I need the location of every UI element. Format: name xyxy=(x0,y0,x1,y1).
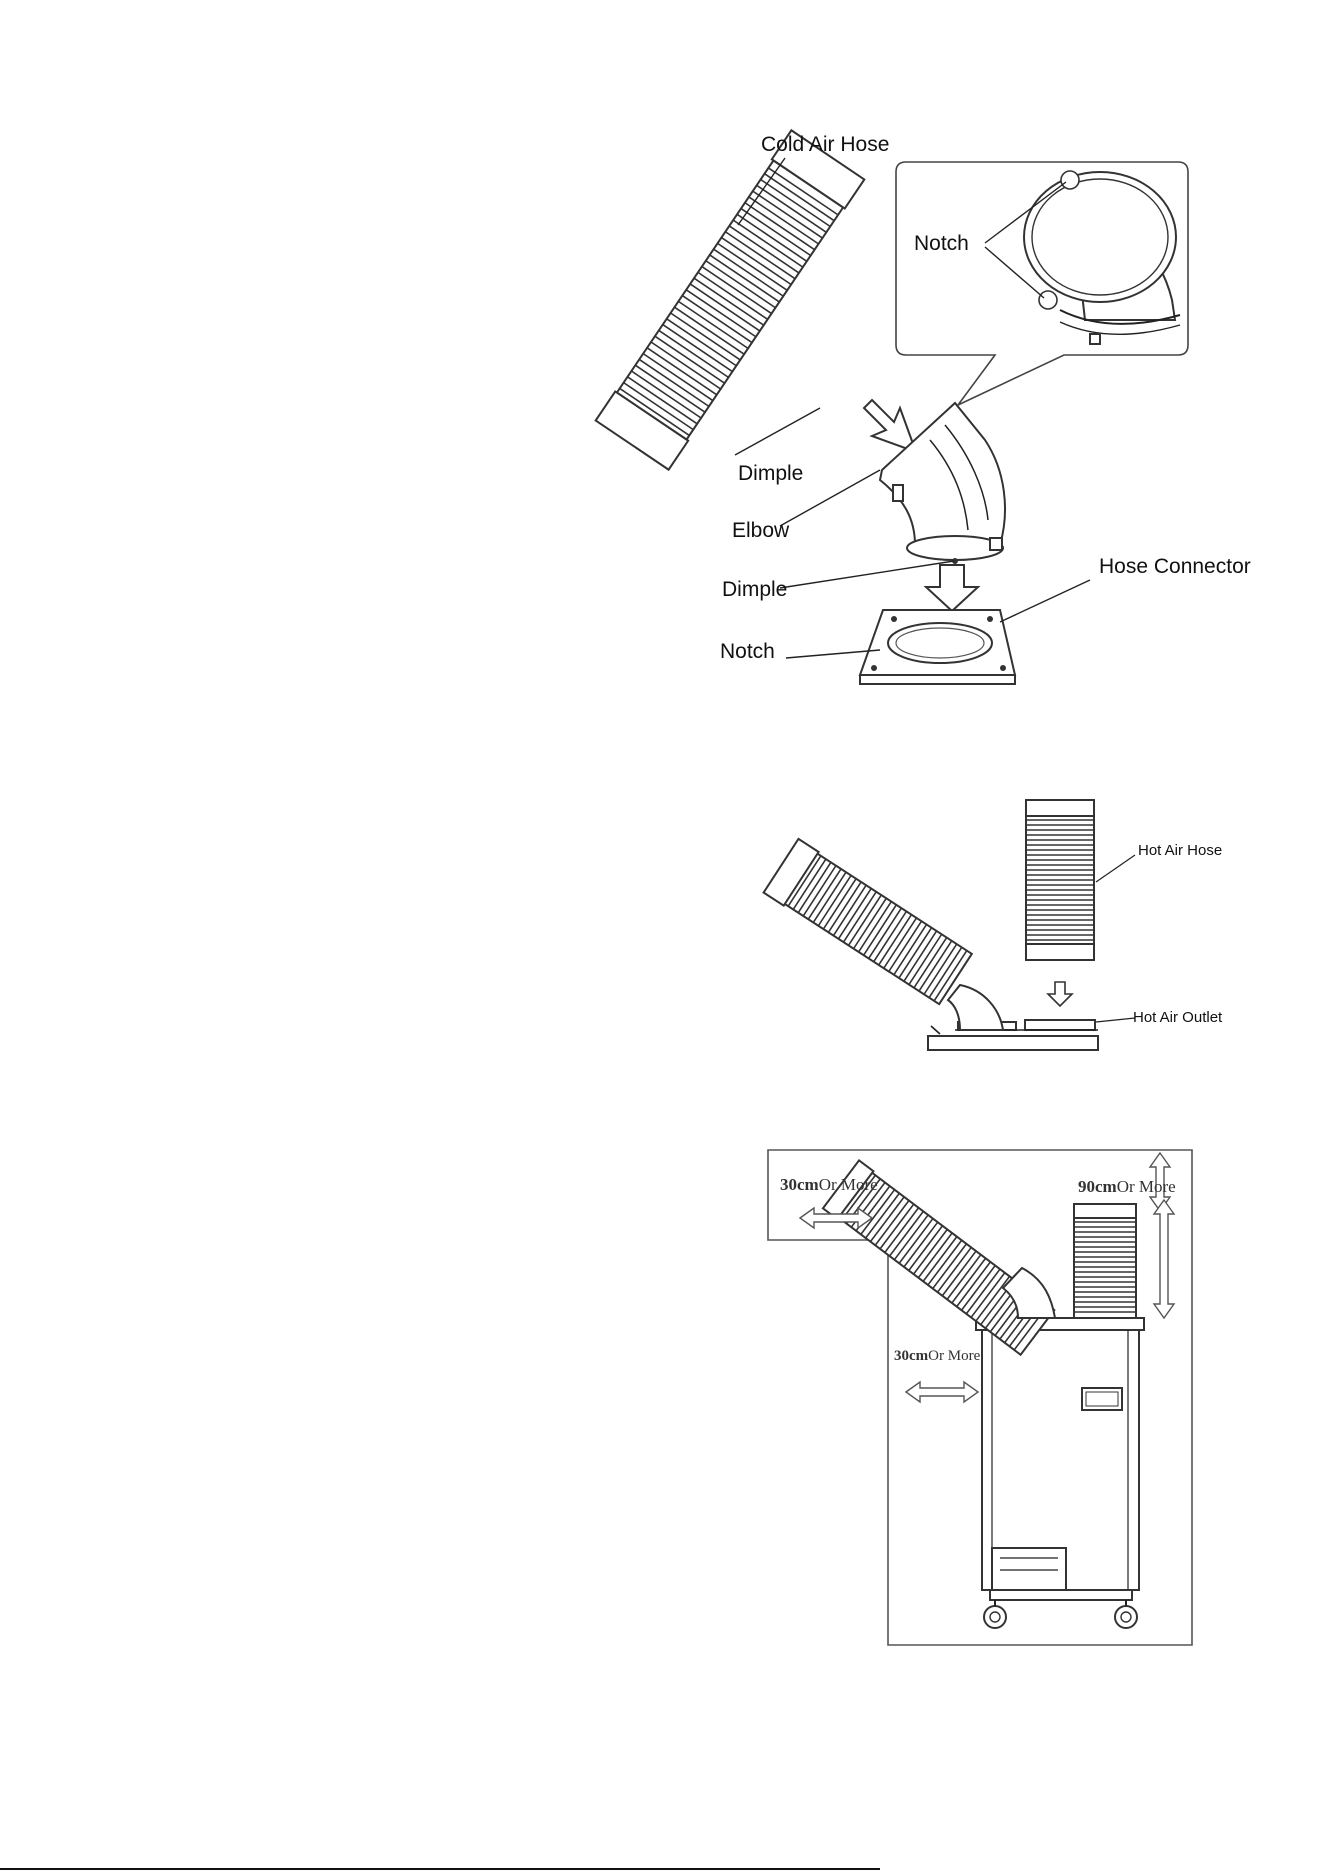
hot-hose-down-arrow-icon xyxy=(1048,982,1072,1006)
label-hot-air-outlet: Hot Air Outlet xyxy=(1133,1009,1223,1026)
label-clearance-side xyxy=(894,1348,981,1364)
spot-cooler-unit-illustration xyxy=(976,1318,1144,1628)
label-hose-connector: Hose Connector xyxy=(1099,555,1251,578)
label-hot-air-hose: Hot Air Hose xyxy=(1138,842,1223,859)
hot-hose-clearance-illustration xyxy=(1074,1204,1136,1318)
label-elbow: Elbow xyxy=(732,519,790,542)
notch-detail-callout xyxy=(896,162,1188,405)
hot-air-hose-illustration xyxy=(1026,800,1094,960)
leader-hose-connector xyxy=(1000,580,1090,622)
figure-installation-clearance xyxy=(768,1150,1192,1645)
label-clearance-top-left xyxy=(780,1175,878,1194)
leader-dimple-top xyxy=(735,408,820,455)
hose-connector-illustration xyxy=(860,610,1015,684)
down-arrow-icon xyxy=(926,565,978,611)
clearance-side-suffix: Or More xyxy=(928,1348,981,1364)
caster-left xyxy=(984,1606,1006,1628)
clearance-top-left-value: 30cm xyxy=(780,1175,819,1194)
label-dimple-top: Dimple xyxy=(738,462,804,485)
clearance-top-right-suffix: Or More xyxy=(1116,1177,1176,1196)
cold-hose-on-unit-illustration xyxy=(764,839,973,1006)
cold-air-hose-illustration xyxy=(596,130,865,469)
control-panel xyxy=(1082,1388,1122,1410)
clearance-top-left-suffix: Or More xyxy=(818,1175,878,1194)
unit-top-plate xyxy=(928,1036,1098,1050)
figure-cold-air-hose-assembly xyxy=(596,130,1251,684)
caster-right xyxy=(1115,1606,1137,1628)
label-dimple-bottom: Dimple xyxy=(722,578,788,601)
figure-hot-air-hose-assembly xyxy=(764,800,1223,1050)
insert-arrow-icon xyxy=(864,400,916,452)
leader-dimple-bottom xyxy=(780,561,954,588)
label-cold-air-hose: Cold Air Hose xyxy=(761,133,890,156)
clearance-top-right-value: 90cm xyxy=(1078,1177,1117,1196)
label-notch-detail: Notch xyxy=(914,232,969,255)
label-clearance-top-right xyxy=(1078,1177,1176,1196)
clearance-side-value: 30cm xyxy=(894,1348,929,1364)
label-notch-bottom: Notch xyxy=(720,640,775,663)
